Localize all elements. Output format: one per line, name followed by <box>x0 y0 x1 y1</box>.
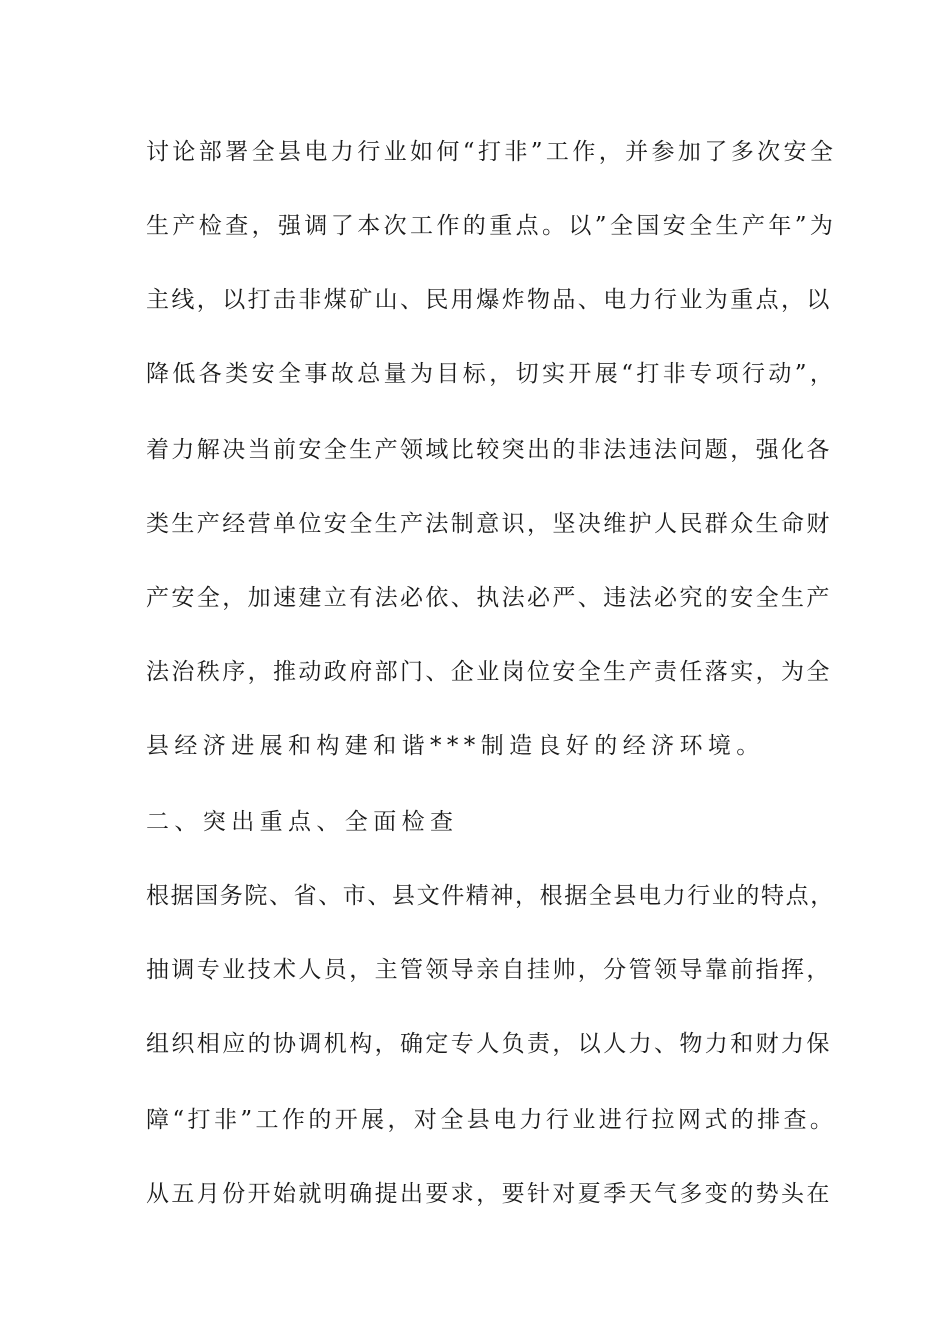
body-line: 根据国务院、省、市、县文件精神，根据全县电力行业的特点， <box>146 883 835 909</box>
body-line: 着力解决当前安全生产领域比较突出的非法违法问题，强化各 <box>146 437 832 463</box>
body-line: 抽调专业技术人员，主管领导亲自挂帅，分管领导靠前指挥， <box>146 957 832 983</box>
body-line: 障“打非”工作的开展，对全县电力行业进行拉网式的排查。 <box>146 1107 837 1133</box>
section-heading: 二、突出重点、全面检查 <box>146 809 459 835</box>
body-line: 组织相应的协调机构，确定专人负责，以人力、物力和财力保 <box>146 1031 832 1057</box>
body-line: 从五月份开始就明确提出要求，要针对夏季天气多变的势头在 <box>146 1181 832 1207</box>
body-line: 类生产经营单位安全生产法制意识，坚决维护人民群众生命财 <box>146 511 832 537</box>
body-line: 法治秩序，推动政府部门、企业岗位安全生产责任落实，为全 <box>146 659 832 685</box>
body-line: 产安全，加速建立有法必依、执法必严、违法必究的安全生产 <box>146 585 832 611</box>
body-line: 主线，以打击非煤矿山、民用爆炸物品、电力行业为重点，以 <box>146 287 832 313</box>
body-line: 县经济进展和构建和谐***制造良好的经济环境。 <box>146 733 765 759</box>
body-line: 讨论部署全县电力行业如何“打非”工作，并参加了多次安全 <box>146 139 837 165</box>
body-line: 降低各类安全事故总量为目标，切实开展“打非专项行动”， <box>146 361 837 387</box>
body-line: 生产检查，强调了本次工作的重点。以”全国安全生产年”为 <box>146 213 837 239</box>
